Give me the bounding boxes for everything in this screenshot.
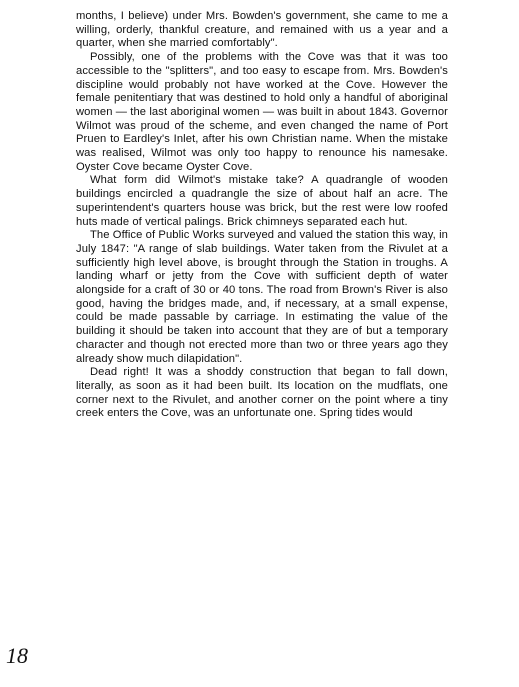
paragraph-2: Possibly, one of the problems with the Cove was that it was too accessible to the "splitters", and too easy to escape from. Mrs. Bowden's discipline would probably not have worked at the Cove. However the female penitentiary that was destined to hold only a handful of aboriginal women — the last aboriginal women — was built in about 1843. Governor Wilmot was proud of the scheme, and even changed the name of Port Pruen to Eardley's Inlet, after his own Christian name. When the mistake was realised, Wilmot was only too happy to renounce his namesake. Oyster Cove became Oyster Cove. bbox=[76, 51, 448, 173]
paragraph-5: Dead right! It was a shoddy construction that began to fall down, literally, as soon as it had been built. Its location on the mudflats, one corner next to the Rivulet, and another corner on the point where a tiny creek enters the Cove, was an unfortunate one. Spring tides would bbox=[76, 366, 448, 420]
paragraph-3: What form did Wilmot's mistake take? A quadrangle of wooden buildings encircled a quadrangle the size of about half an acre. The superintendent's quarters house was brick, but the rest were low roofed huts made of vertical palings. Brick chimneys separated each hut. bbox=[76, 174, 448, 228]
page-number: 18 bbox=[6, 643, 28, 668]
page-text-column bbox=[76, 10, 448, 421]
paragraph-1: months, I believe) under Mrs. Bowden's government, she came to me a willing, orderly, thankful creature, and remained with us a year and a quarter, when she married comfortably". bbox=[76, 10, 448, 50]
paragraph-4: The Office of Public Works surveyed and valued the station this way, in July 1847: "A range of slab buildings. Water taken from the Rivulet at a sufficiently high level above, is brought through the Station in troughs. A landing wharf or jetty from the Cove with sufficient depth of water alongside for a craft of 30 or 40 tons. The road from Brown's River is also good, having the bridges made, and, if necessary, at a small expense, could be made passable by carriage. In estimating the value of the building it should be taken into account that they are of but a temporary character and though not erected more than two or three years ago they already show much dilapidation". bbox=[76, 229, 448, 365]
